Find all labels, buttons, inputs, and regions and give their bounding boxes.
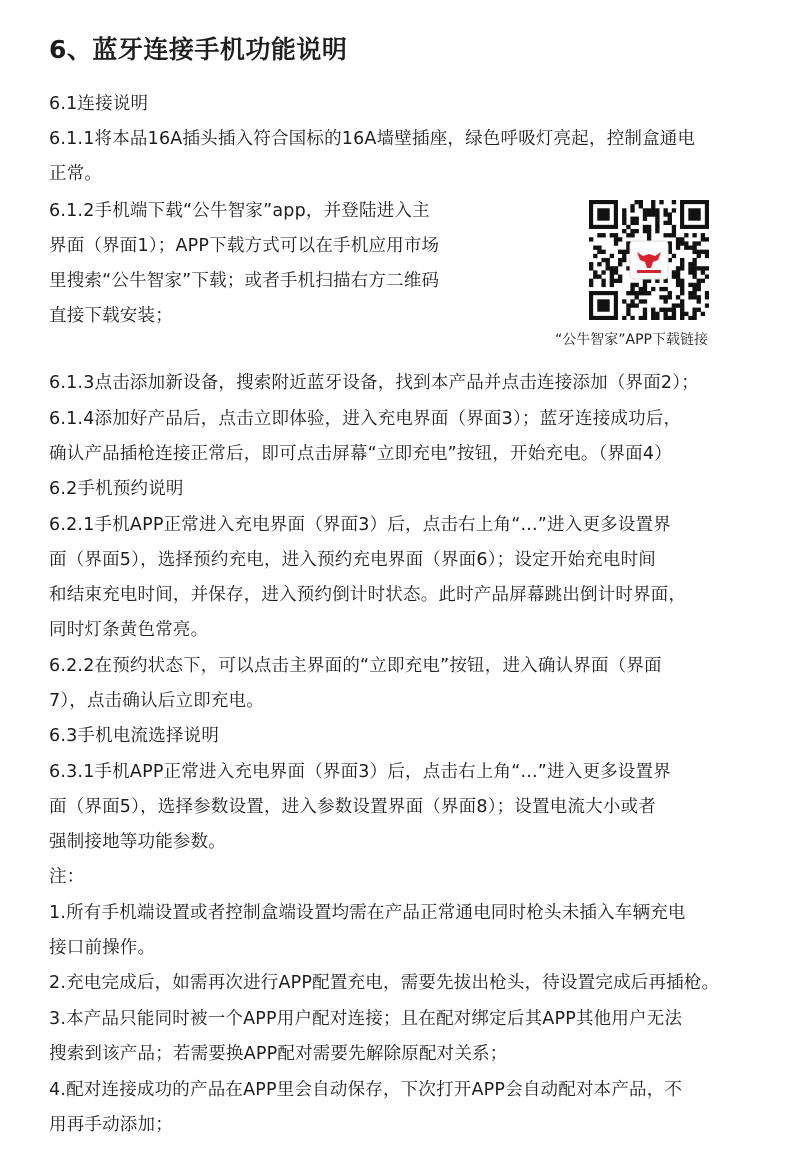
paragraph-line: 强制接地等功能参数。 xyxy=(49,832,226,852)
paragraph-line: 里搜索“公牛智家”下载；或者手机扫描右方二维码 xyxy=(49,271,440,291)
heading-6-3: 6.3手机电流选择说明 xyxy=(49,726,220,746)
heading-6-2: 6.2手机预约说明 xyxy=(49,479,184,499)
paragraph-line: 直接下载安装； xyxy=(49,306,173,326)
paragraph-line: 6.1.4添加好产品后，点击立即体验，进入充电界面（界面3）；蓝牙连接成功后， xyxy=(49,409,682,429)
paragraph-line: 6.3.1手机APP正常进入充电界面（界面3）后，点击右上角“...”进入更多设置界 xyxy=(49,762,671,782)
section-title: 6、蓝牙连接手机功能说明 xyxy=(49,35,348,64)
note-line: 接口前操作。 xyxy=(49,938,156,958)
paragraph-line: 6.1.3点击添加新设备，搜索附近蓝牙设备，找到本产品并点击连接添加（界面2）； xyxy=(49,373,699,393)
qr-code[interactable] xyxy=(589,200,709,320)
paragraph-line: 面（界面5），选择参数设置，进入参数设置界面（界面8）；设置电流大小或者 xyxy=(49,797,656,817)
paragraph-line: 和结束充电时间，并保存，进入预约倒计时状态。此时产品屏幕跳出倒计时界面， xyxy=(49,585,687,605)
qr-caption: “公牛智家”APP下载链接 xyxy=(555,332,708,348)
paragraph-line: 6.1.1将本品16A插头插入符合国标的16A墙壁插座，绿色呼吸灯亮起，控制盒通电 xyxy=(49,129,696,149)
paragraph-line: 面（界面5），选择预约充电，进入预约充电界面（界面6）；设定开始充电时间 xyxy=(49,550,656,570)
note-line: 用再手动添加； xyxy=(49,1115,173,1135)
note-line: 搜索到该产品；若需要换APP配对需要先解除原配对关系； xyxy=(49,1044,508,1064)
note-heading: 注： xyxy=(49,867,85,887)
paragraph-line: 同时灯条黄色常亮。 xyxy=(49,620,209,640)
note-line: 2.充电完成后，如需再次进行APP配置充电，需要先拔出枪头，待设置完成后再插枪。 xyxy=(49,973,720,993)
note-line: 1.所有手机端设置或者控制盒端设置均需在产品正常通电同时枪头未插入车辆充电 xyxy=(49,903,686,923)
heading-6-1: 6.1连接说明 xyxy=(49,94,149,114)
paragraph-line: 6.1.2手机端下载“公牛智家”app，并登陆进入主 xyxy=(49,201,430,221)
paragraph-line: 6.2.2在预约状态下，可以点击主界面的“立即充电”按钮，进入确认界面（界面 xyxy=(49,656,662,676)
paragraph-line: 确认产品插枪连接正常后，即可点击屏幕“立即充电”按钮，开始充电。（界面4） xyxy=(49,444,672,464)
paragraph-line: 7），点击确认后立即充电。 xyxy=(49,691,264,711)
note-line: 3.本产品只能同时被一个APP用户配对连接；且在配对绑定后其APP其他用户无法 xyxy=(49,1009,683,1029)
note-line: 4.配对连接成功的产品在APP里会自动保存，下次打开APP会自动配对本产品，不 xyxy=(49,1080,683,1100)
paragraph-line: 正常。 xyxy=(49,164,103,184)
bull-logo-icon xyxy=(629,240,669,280)
paragraph-line: 6.2.1手机APP正常进入充电界面（界面3）后，点击右上角“...”进入更多设置界 xyxy=(49,515,671,535)
paragraph-line: 界面（界面1）；APP下载方式可以在手机应用市场 xyxy=(49,236,440,256)
